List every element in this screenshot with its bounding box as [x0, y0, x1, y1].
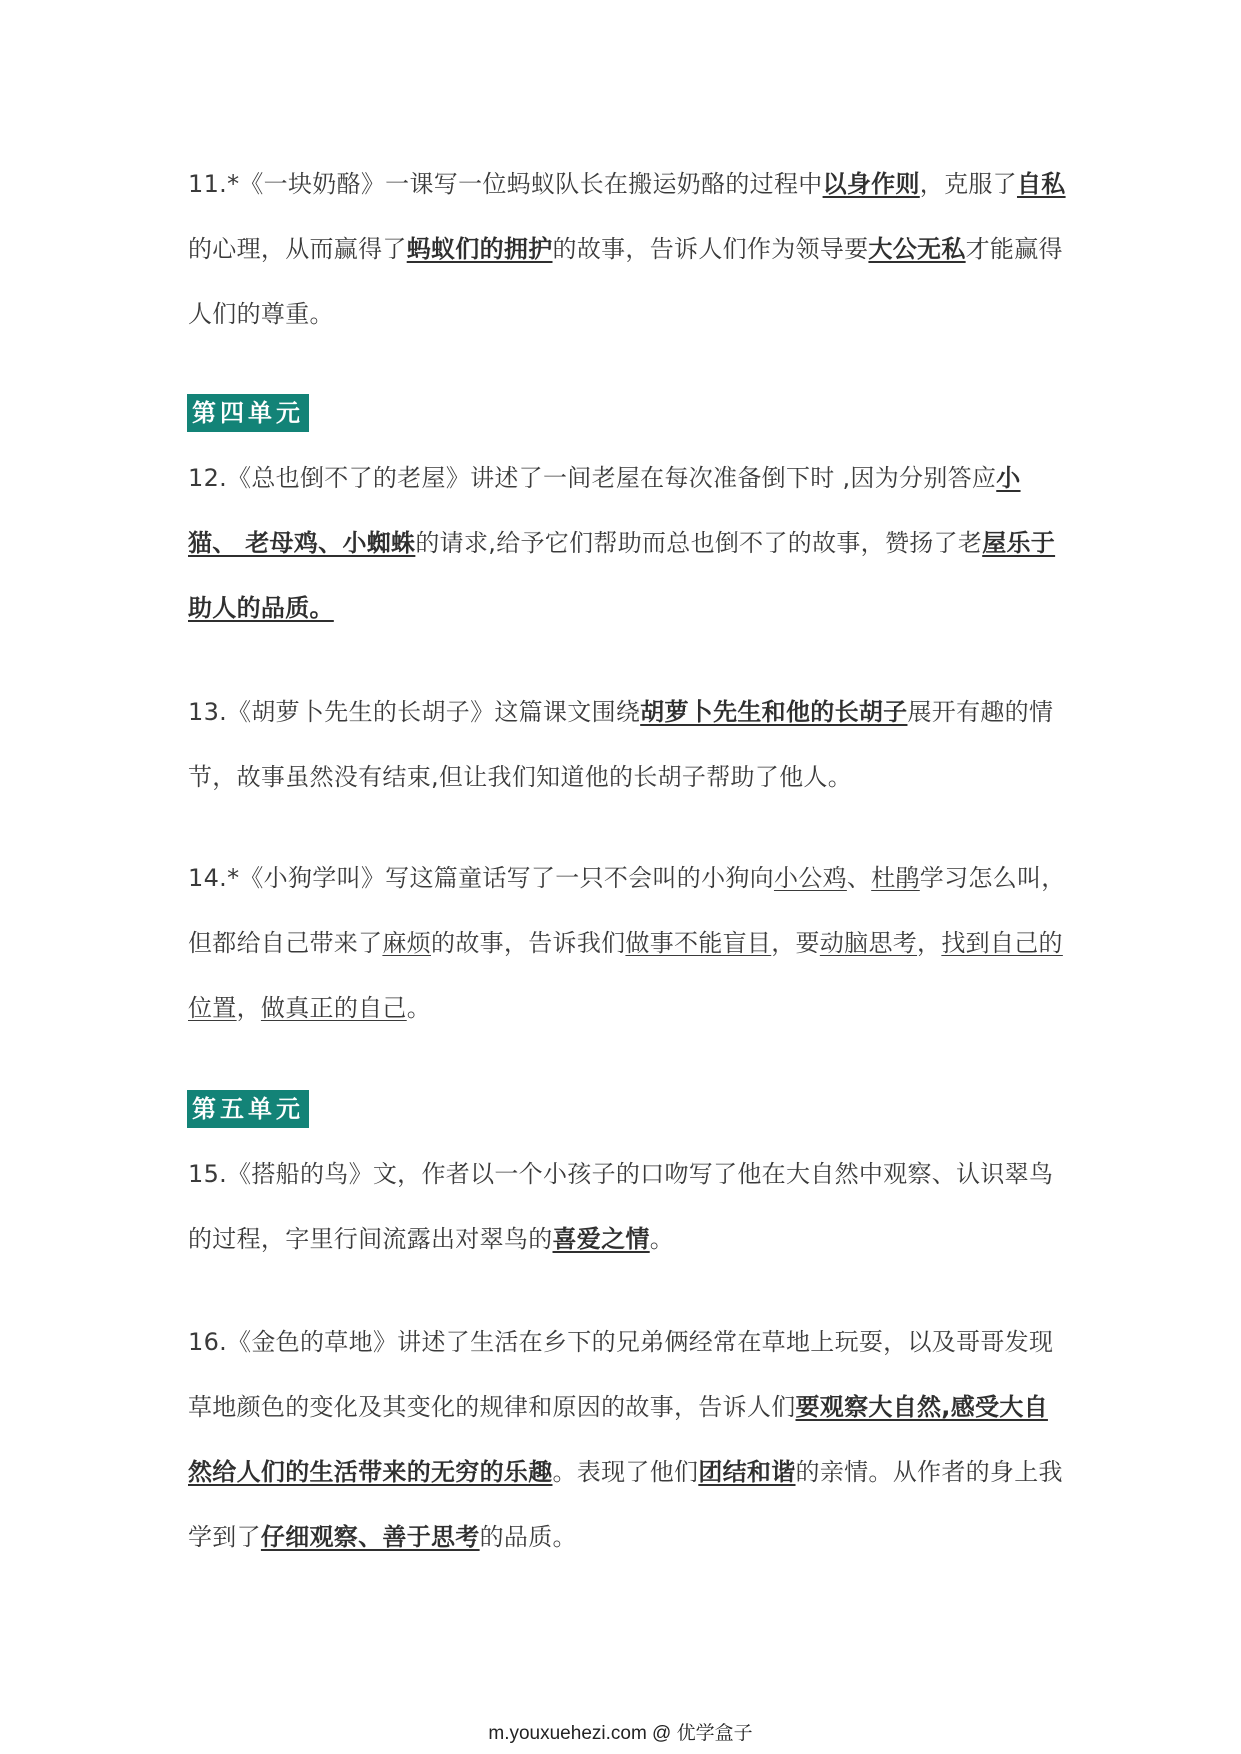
text-run: 。	[649, 1225, 675, 1253]
highlighted-phrase: 做事不能盲目	[625, 929, 772, 957]
text-run: 。表现了他们	[552, 1458, 699, 1486]
paragraph-11	[188, 152, 1068, 347]
text-run: 14.*《小狗学叫》写这篇童话写了一只不会叫的小狗向	[188, 864, 774, 892]
text-run: ，	[236, 994, 261, 1022]
text-run: ，要	[771, 929, 820, 957]
text-run: ，	[917, 929, 942, 957]
text-run: 16.《金色的草地》讲述了生活在乡下的兄弟俩经常在草地上玩耍，以及哥哥发现草地颜色的变化及其变化的规律和原因的故事，告诉人们	[188, 1328, 1054, 1421]
highlighted-phrase: 杜鹃	[871, 864, 920, 892]
text-run: 、	[846, 864, 872, 892]
highlighted-phrase: 麻烦	[382, 929, 432, 957]
highlighted-phrase: 动脑思考	[819, 929, 918, 957]
highlighted-phrase: 自私	[1016, 170, 1066, 198]
highlighted-phrase: 蚂蚁们的拥护	[406, 235, 553, 263]
highlighted-phrase: 团结和谐	[698, 1458, 796, 1486]
text-run: 11.*《一块奶酪》一课写一位蚂蚁队长在搬运奶酪的过程中	[188, 170, 823, 198]
highlighted-phrase: 大公无私	[868, 235, 966, 263]
text-run: ，克服了	[919, 170, 1017, 198]
text-run: 展开有趣的情节，故事虽然没有结束,但让我们知道他的长胡子帮助了他人。	[188, 698, 1054, 791]
paragraph-13	[188, 680, 1068, 810]
text-run: 的品质。	[479, 1523, 577, 1551]
highlighted-phrase: 屋乐于助人的品质。	[188, 529, 1056, 622]
highlighted-phrase: 要观察大自然,感受大自然给人们的生活带来的无穷的乐趣	[188, 1393, 1048, 1486]
paragraph-16	[188, 1310, 1068, 1570]
text-run: 的亲情。从作者的身上我学到了	[188, 1458, 1063, 1551]
text-run: 的故事，告诉人们作为领导要	[552, 235, 869, 263]
highlighted-phrase: 小猫、 老母鸡、小蜘蛛	[188, 464, 1021, 557]
text-run: 才能赢得人们的尊重。	[188, 235, 1063, 328]
text-run: 。	[406, 994, 432, 1022]
highlighted-phrase: 仔细观察、善于思考	[260, 1523, 480, 1551]
paragraph-12	[188, 446, 1068, 641]
highlighted-phrase: 做真正的自己	[260, 994, 407, 1022]
text-run: 的请求,给予它们帮助而总也倒不了的故事，赞扬了老	[415, 529, 983, 557]
text-run: 的故事，告诉我们	[431, 929, 626, 957]
text-run: 15.《搭船的鸟》文，作者以一个小孩子的口吻写了他在大自然中观察、认识翠鸟的过程，字里行间流露出对翠鸟的	[188, 1160, 1054, 1253]
text-run: 12.《总也倒不了的老屋》讲述了一间老屋在每次准备倒下时 ,因为分别答应	[188, 464, 997, 492]
unit-four-heading: 第四单元	[187, 394, 309, 432]
text-run: 的心理，从而赢得了	[188, 235, 407, 263]
page-footer-watermark: m.youxuehezi.com @ 优学盒子	[488, 1723, 753, 1744]
text-run: 13.《胡萝卜先生的长胡子》这篇课文围绕	[188, 698, 641, 726]
paragraph-14	[188, 846, 1068, 1041]
highlighted-phrase: 喜爱之情	[552, 1225, 650, 1253]
highlighted-phrase: 找到自己的位置	[188, 929, 1063, 1022]
text-run: 学习怎么叫，但都给自己带来了	[188, 864, 1066, 957]
paragraph-15	[188, 1142, 1068, 1272]
unit-five-heading: 第五单元	[187, 1090, 309, 1128]
highlighted-phrase: 以身作则	[822, 170, 920, 198]
highlighted-phrase: 胡萝卜先生和他的长胡子	[640, 698, 908, 726]
highlighted-phrase: 小公鸡	[773, 864, 847, 892]
